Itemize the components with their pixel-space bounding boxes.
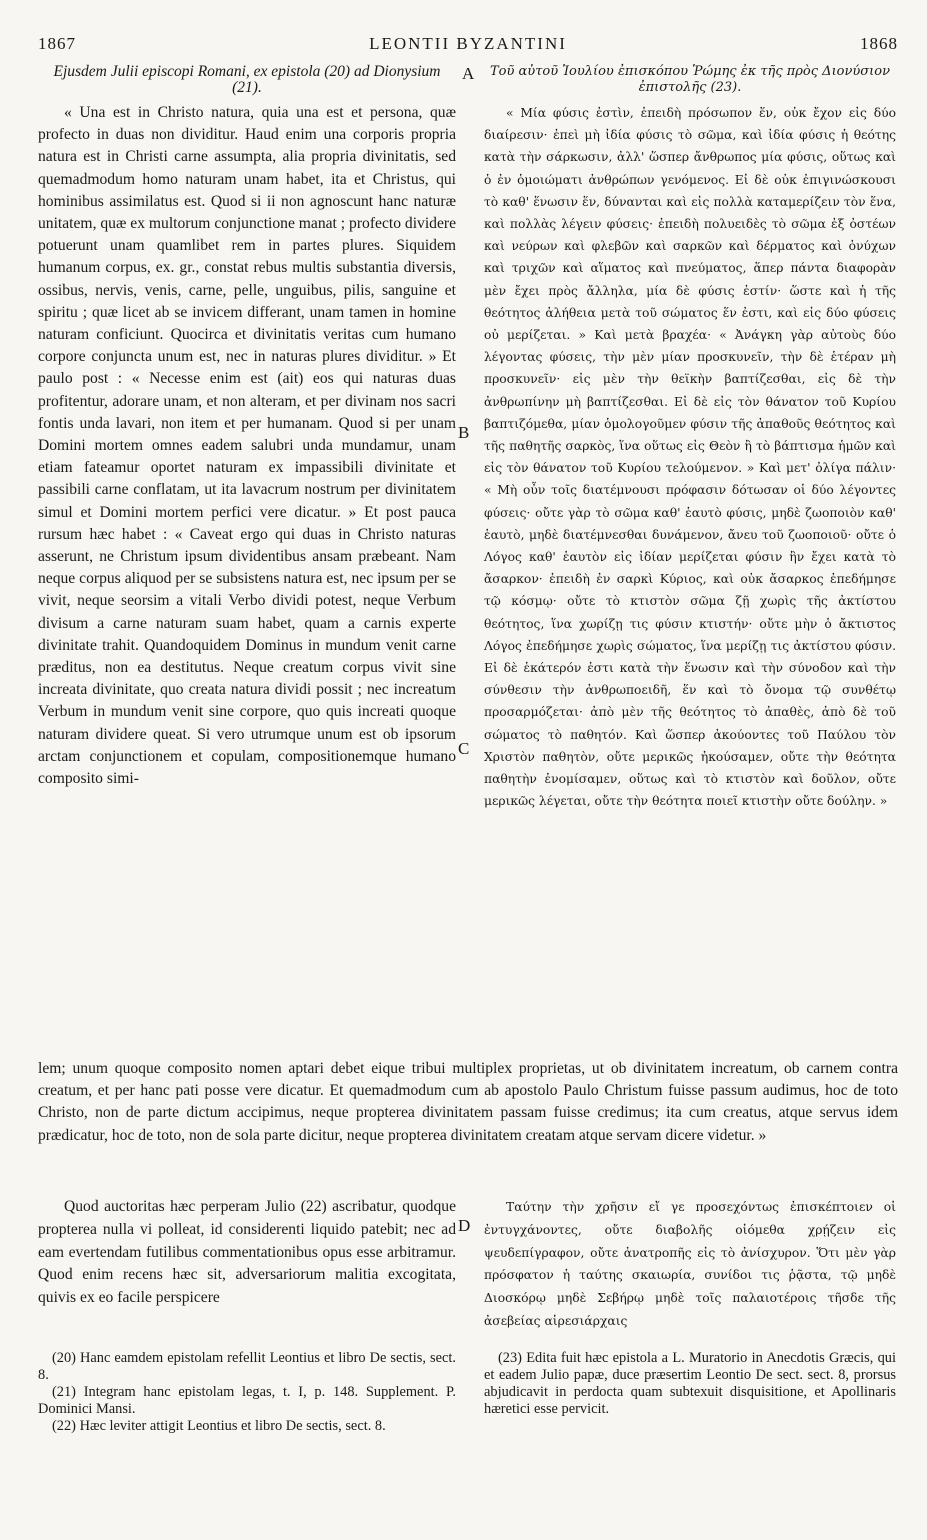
greek-body-lower: Ταύτην τὴν χρῆσιν εἴ γε προσεχόντως ἐπισκέπτοιεν οἱ ἐντυγχάνοντες, οὔτε διαβολῆς οἰόμεθα χρῄζειν εἰς ψευδεπίγραφον, οὔτε ἀνατροπῆς εἰς τὸ ἀνίσχυρον. Ὅτι μὲν γὰρ πρόσφατον ἡ ταύτης σκαιωρία, συνίδοι τις ῥᾷστα, τῷ μηδὲ Διοσκόρῳ μηδὲ Σεβήρῳ μηδὲ τοῖς παλαιοτέροις τῆσδε τῆς ἀσεβείας αἱρεσιάρχαις bbox=[484, 1200, 896, 1328]
greek-column bbox=[484, 64, 896, 813]
footnote-20: (20) Hanc eamdem epistolam refellit Leontius et libro De sectis, sect. 8. bbox=[38, 1350, 456, 1383]
page-number-left: 1867 bbox=[38, 34, 76, 53]
latin-body-lower: Quod auctoritas hæc perperam Julio (22) ascribatur, quodque propterea nulla vi polleat, id considerenti liquido patebit; nec ad eam evertendam futilibus commentationibus opus esse arbitramur. Quod enim recens hæc sit, adversariorum malitia excogitata, quivis ex eo facile perspicere bbox=[38, 1198, 456, 1307]
footnote-23: (23) Edita fuit hæc epistola a L. Muratorio in Anecdotis Græcis, qui et eadem Julio papæ, duce præsertim Leontio De sect. sect. 8, prorsus abjudicavit in perdocta quam subtexuit disquisitione, et Apollinaris hæretici esse pervicit. bbox=[484, 1350, 896, 1417]
margin-marker-d: D bbox=[458, 1216, 471, 1235]
footnotes-left bbox=[38, 1350, 456, 1435]
margin-marker-a: A bbox=[462, 64, 475, 83]
full-width-passage bbox=[38, 1058, 898, 1147]
page-header bbox=[38, 34, 898, 56]
footnote-22: (22) Hæc leviter attigit Leontius et libro De sectis, sect. 8. bbox=[52, 1418, 386, 1434]
greek-body: « Μία φύσις ἐστὶν, ἐπειδὴ πρόσωπον ἕν, οὐκ ἔχον εἰς δύο διαίρεσιν· ἐπεὶ μὴ ἰδία φύσις τὸ σῶμα, καὶ ἰδία φύσις ἡ θεότης κατὰ τὴν σάρκωσιν, ἀλλ' ὥσπερ ἄνθρωπος μία φύσις, οὕτως καὶ ὁ ἐν ὁμοιώματι ἀνθρώπων γενόμενος. Εἰ δὲ οὐκ ἐπιγινώσκουσι τὸ καθ' ἕνωσιν ἕν, δύνανται καὶ εἰς πολλὰ καταμερίζειν τὸν ἕνα, καὶ πολλὰς λέγειν φύσεις· ἐπειδὴ πολυειδὲς τὸ σῶμα ἐξ ὀστέων καὶ νεύρων καὶ φλεβῶν καὶ σαρκῶν καὶ δέρματος καὶ ὀνύχων καὶ τριχῶν καὶ αἵματος καὶ πνεύματος, ἅπερ πάντα διαφορὰν μὲν ἔχει πρὸς ἄλληλα, μία δὲ φύσις ἐστίν· ὥστε καὶ ἡ τῆς θεότητος ἀλήθεια μετὰ τοῦ σώματος ἕν ἐστι, καὶ εἰς δύο φύσεις οὐ μερίζεται. » Καὶ μετὰ βραχέα· « Ἀνάγκη γὰρ αὐτοὺς δύο λέγοντας φύσεις, τὴν μὲν μίαν προσκυνεῖν, τὴν δὲ ἑτέραν μὴ προσκυνεῖν· εἰς μὲν τὴν θεϊκὴν βαπτίζεσθαι, εἰς δὲ τὴν ἀνθρωπίνην μὴ βαπτίζεσθαι. Εἰ δὲ εἰς τὸν θάνατον τοῦ Κυρίου βαπτιζόμεθα, μίαν ὁμολογοῦμεν φύσιν τῆς ἀπαθοῦς θεότητος καὶ τῆς παθητῆς σαρκὸς, ἵνα οὕτως εἰς Θεὸν ἢ τὸ βάπτισμα ἡμῶν καὶ εἰς τὸν θάνατον τοῦ Κυρίου τελούμενον. » Καὶ μετ' ὀλίγα πάλιν· « Μὴ οὖν τοῖς διατέμνουσι πρόφασιν δότωσαν οἱ δύο λέγοντες φύσεις· οὔτε γὰρ τὸ σῶμα καθ' ἑαυτὸ φύσις, μηδὲ ζωοποιὸν καθ' ἑαυτὸ, μηδὲ διατέμνεσθαι δυνάμενον, ἄνευ τοῦ ζωοποιοῦ· οὔτε ὁ Λόγος καθ' ἑαυτὸν εἰς ἰδίαν μερίζεται φύσιν ἣν ἔχει κατὰ τὸ ἄσαρκον· ἐπειδὴ ἐν σαρκὶ Κύριος, καὶ οὐκ ἄσαρκος ἐπεδήμησε τῷ κόσμῳ· οὔτε τὸ κτιστὸν σῶμα ζῇ χωρὶς τῆς ἀκτίστου θεότητος, ἵνα χωρίζῃ τις φύσιν κτιστήν· οὔτε μὴν ὁ ἄκτιστος Λόγος ἐπεδήμησε χωρὶς σώματος, ἵνα μερίζῃ τις ἀκτίστου φύσιν. Εἰ δὲ ἑκάτερόν ἐστι κατὰ τὴν ἕνωσιν καὶ τὴν σύνοδον καὶ τὴν σύνθεσιν τὴν ἀνθρωποειδῆ, ἕν καὶ τὸ ὄνομα τῷ συνθέτῳ προσαρμόζεται· ἀπὸ μὲν τῆς θεότητος τὸ ἀπαθὲς, ἀπὸ δὲ τοῦ σώματος τὸ παθητόν. Καὶ ὥσπερ ἀκούοντες τοῦ Παύλου τὸν Χριστὸν παθητὸν, οὔτε μερικῶς ἠκούσαμεν, οὔτε τὴν θεότητα παθητὴν ἐνομίσαμεν, οὕτως καὶ τὸ κτιστὸν καὶ δοῦλον, οὔτε μερικῶς λέγεται, οὔτε τὴν θεότητα ποιεῖ κτιστὴν οὔτε δούλην. » bbox=[484, 106, 896, 809]
full-width-body: lem; unum quoque composito nomen aptari debet eique tribui multiplex proprietas, ut ob divinitatem increatum, ob carnem contra creatum, et per hanc pati posse vere dicatur. Et quemadmodum cum ab apostolo Paulo Christum fuisse passum audimus, hoc de toto Christo, non de parte dictum accipimus, neque propterea divinitatem passam fuisse credimus; ita cum creatus, atque servus idem prædicatur, hoc de toto, non de sola parte dicitur, neque propterea divinitatem creatam atque servam dicere videtur. » bbox=[38, 1060, 898, 1144]
greek-heading: Τοῦ αὐτοῦ Ἰουλίου ἐπισκόπου Ῥώμης ἐκ τῆς πρὸς Διονύσιον ἐπιστολῆς (23). bbox=[489, 64, 890, 95]
running-title: LEONTII BYZANTINI bbox=[369, 34, 567, 53]
margin-marker-b: B bbox=[458, 423, 470, 442]
latin-heading: Ejusdem Julii episcopi Romani, ex epistola (20) ad Dionysium (21). bbox=[53, 63, 441, 96]
margin-marker-c: C bbox=[458, 739, 470, 758]
page-number-right: 1868 bbox=[860, 34, 898, 53]
footnotes-right bbox=[484, 1350, 896, 1418]
footnote-21: (21) Integram hanc epistolam legas, t. I, p. 148. Supplement. P. Dominici Mansi. bbox=[38, 1384, 456, 1417]
latin-column bbox=[38, 64, 456, 790]
latin-body: « Una est in Christo natura, quia una est et persona, quæ profecto in duas non dividitur. Haud enim una corporis propria natura est in Christi carne assumpta, alia propria divinitatis, sed quemadmodum homo naturam unam habet, ita et Christus, qui hominibus assimilatus est. Quod si ii non agnoscunt hanc naturæ unitatem, quæ ex multorum conjunctione manat ; profecto dividere potuerunt unam quamlibet rem in partes plures. Siquidem humanum corpus, ex. gr., constat rebus multis substantia diversis, ossibus, nervis, venis, carne, pelle, unguibus, pilis, sanguine et spiritu ; quæ licet ab se invicem differant, unam tamen in homine naturam conficiunt. Quocirca et divinitatis veritas cum humano corpore conjuncta unum est, nec in naturas plures dividitur. » Et paulo post : « Necesse enim est (ait) eos qui naturas duas profitentur, adorare unam, et non alteram, et per divinam nos sacri fontis unda lavari, non item et per humanam. Quod si per unam Domini mortem omnes eadem salubri unda mundamur, unam etiam fateamur oportet naturam ex impassibili divinitate et passibili carne conflatam, ut ita lavacrum nostrum per divinitatem simul et Domini mortem perfici vere dicatur. » Et post pauca rursum hæc habet : « Caveat ergo qui duas in Christo naturas asserunt, ne Christum ipsum dividentibus ansam præbeant. Nam neque corpus aliquod per se subsistens natura est, nec ipsum per se vivit, neque seorsim a vitali Verbo dividi potest, neque Verbum divisum a carne naturam suam habet, quam a carnis experte divinitate trahit. Quandoquidem Dominus in mundum venit carne præditus, non ea destitutus. Neque creatum corpus vivit sine increata divinitate, quo creata natura dividi possit ; nec increatum Verbum in mundum venit sine corpore, quo quis increati quoque naturam dividere queat. Si vero utrumque unum est ob ipsorum arctam conjunctionem et copulam, compositionemque humano composito simi- bbox=[38, 104, 456, 788]
greek-column-lower bbox=[484, 1196, 896, 1333]
latin-column-lower bbox=[38, 1196, 456, 1310]
